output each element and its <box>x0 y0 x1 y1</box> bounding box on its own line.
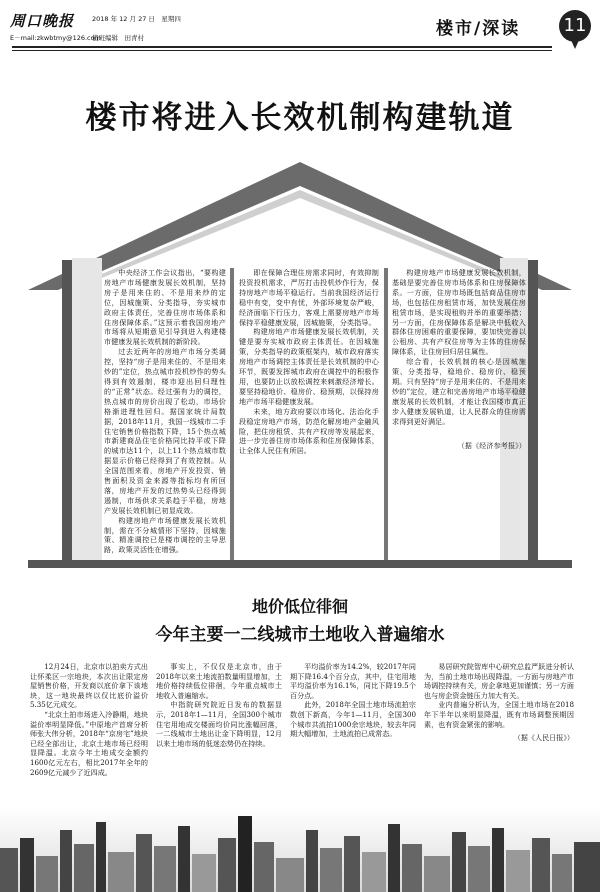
header-rule-thick <box>12 46 552 48</box>
paragraph: 构建房地产市场健康发展长效机制，关键是要夯实城市政府主体责任。在因城施策，分类指导的政策框架内，城市政府落实房地产市场调控主体责任是长效机制的中心环节，既要发挥城市政府在调控中的积极作用，也要防止以放松调控来刺激经济增长。要坚持稳地价、稳房价、稳预期，以保持房地产市场平稳健康发展。 <box>239 327 379 406</box>
section-title: 楼市/深读 <box>436 19 521 39</box>
article2-column-4 <box>424 662 574 743</box>
paragraph: 综合看，长效机制的核心是因城施策、分类指导，稳地价、稳房价、稳预期。只有坚持“房子是用来住的、不是用来炒的”定位，建立和完善房地产市场平稳健康发展的长效机制，才能让我国楼市真正步入健康发展轨道，让人民群众的住房需求得到更好满足。 <box>392 357 526 426</box>
paragraph: 构建房地产市场健康发展长效机制，需在不分城情形下坚持，因城施策、精准调控已是楼市调控的主导思路，政策灵活性在增强。 <box>104 515 226 555</box>
article1-column-3 <box>392 268 526 450</box>
paragraph: 即在保障合理住房需求同时，有效抑制投资投机需求，严厉打击投机炒作行为，保持房地产市场平稳运行。当前我国经济运行稳中有变，变中有忧，外部环境复杂严峻，经济面临下行压力，客观上需要房地产市场保持平稳健康发展，因城施策，分类指导。 <box>239 268 379 327</box>
paragraph: 业内普遍分析认为，全国土地市场在2018年下半年以来明显降温，既有市场调整预期因素，也有资金紧张的影响。 <box>424 700 574 729</box>
article1-column-2 <box>239 268 379 456</box>
masthead <box>6 6 594 52</box>
article-headline: 楼市将进入长效机制构建轨道 <box>85 100 515 136</box>
paragraph: 易居研究院智库中心研究总监严跃进分析认为，当前土地市场出现降温，一方面与房地产市场调控持续有关，房企拿地更加谨慎；另一方面也与房企资金链压力加大有关。 <box>424 662 574 700</box>
header-rule-thin <box>12 50 552 51</box>
paragraph: 构建房地产市场健康发展长效机制，基础是要完善住房市场体系和住房保障体系。一方面，住房市场既包括商品住房市场，也包括住房租赁市场，加快发展住房租赁市场，是实现租购并举的重要举措；另一方面，住房保障体系是解决中低收入群体住房困难的重要保障，要加快完善以公租房、共有产权住房等为主体的住房保障体系，让住房回归居住属性。 <box>392 268 526 357</box>
page-number-badge: 11 <box>559 10 591 42</box>
dateline: 2018 年 12 月 27 日 星期四 <box>92 15 181 23</box>
floor-bar <box>28 560 572 568</box>
editor-credit: 值班编辑 田青村 <box>92 34 144 42</box>
paragraph: “北京土拍市场进入冷静期，地块溢价率明显降低。”中原地产首席分析师张大伟分析，2018年“京房宅”地块已经全部出让，北京土地市场已经明显降温。北京今年土地成交金额约1600亿元左右，相比2017年全年的2609亿元减少了近四成。 <box>30 709 148 777</box>
paragraph: 未来，地方政府要以市场化、法治化手段稳定房地产市场，防范化解房地产金融风险，把住房租赁、共有产权房等发展起来，进一步完善住房市场体系和住房保障体系，让全体人民住有所居。 <box>239 406 379 456</box>
wall-tint-left <box>72 258 102 560</box>
left-wall <box>62 260 72 560</box>
paragraph: 此外，2018年全国土地市场流拍宗数创下新高，今年1—11月，全国300个城市共流拍1000余宗地块，较去年同期大幅增加，土地流拍已成常态。 <box>290 700 416 739</box>
editor-email: E－mail:zkwbtmy@126.com <box>10 34 101 42</box>
column-divider <box>230 268 234 560</box>
source-credit: （据《经济参考报》） <box>457 440 526 450</box>
article2-column-3 <box>290 662 416 739</box>
article2-column-2 <box>156 662 282 748</box>
paragraph: 事实上，不仅仅是北京市，由于2018年以来土地流拍数量明显增加，土地价格持续低位徘徊，今年重点城市土地收入普遍缩水。 <box>156 662 282 700</box>
source-credit: （据《人民日报》） <box>513 733 574 743</box>
paragraph: 过去近两年的房地产市场分类调控，坚持“房子是用来住的、不是用来炒的”定位，热点城市投机炒作的势头得到有效遏制，楼市迎出回归理性的“正常”状态。经过强有力的调控，热点城市的房价出现了松动，市场价格渐进理性回归。据国家统计局数据，2018年11月，我国一线城市二手住宅销售价格指数下降，15个热点城市新建商品住宅价格同比持平或下降的城市达11个，以上11个热点城市数据显示价格已经得到了有效控制。从全国范围来看，房地产开发投资、销售面积及资金来源等指标均有所回落，房地产开发的过热势头已经得到遏制，市场供求关系趋于平稳，房地产发展长效机制已初显成效。 <box>104 347 226 515</box>
right-wall <box>528 260 538 560</box>
article2-kicker: 地价低位徘徊 <box>251 597 348 616</box>
article2-column-1 <box>30 662 148 777</box>
article2-headline: 今年主要一二线城市土地收入普遍缩水 <box>155 625 445 645</box>
paragraph: 中央经济工作会议指出，“要构建房地产市场健康发展长效机制，坚持房子是用来住的、不是用来炒的定位，因城施策、分类指导，夯实城市政府主体责任，完善住房市场体系和住房保障体系。”这预示着我国房地产市场将从短期意见引导到进入构建楼市健康发展长效机制的新阶段。 <box>104 268 226 347</box>
column-divider <box>384 268 388 560</box>
article1-column-1 <box>104 268 226 555</box>
city-skyline-photo <box>0 808 600 892</box>
paragraph: 12月24日，北京市以拍卖方式出让怀柔区一宗地块，本次出让限定房屋销售价格，开发商以底价拿下该地块，这一地块最终以仅比底价溢价5.35亿元成交。 <box>30 662 148 710</box>
paragraph: 平均溢价率为14.2%，较2017年同期下降16.4个百分点，其中，住宅用地平均溢价率为16.1%，同比下降19.5个百分点。 <box>290 662 416 700</box>
newspaper-logo: 周口晚报 <box>10 12 75 30</box>
paragraph: 中指院研究院近日发布的数据显示，2018年1—11月，全国300个城市住宅用地成交楼面均价同比涨幅回落，一二线城市土地出让金下降明显，12月以来土地市场的低迷态势仍在持续。 <box>156 700 282 748</box>
